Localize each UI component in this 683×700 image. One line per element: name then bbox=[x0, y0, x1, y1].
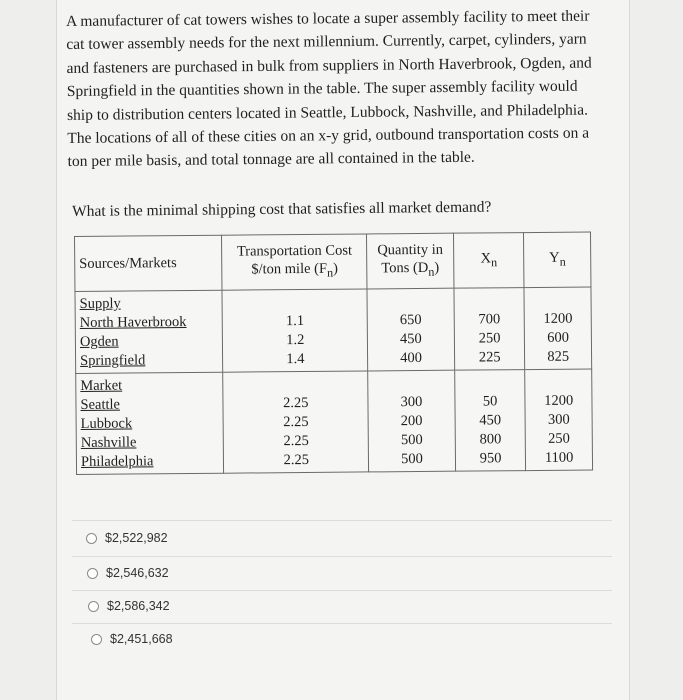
supply-qty-cell: 650 450 400 bbox=[367, 288, 454, 371]
divider bbox=[72, 520, 612, 521]
question-line: ton per mile basis, and total tonnage are all contained in the table. bbox=[67, 149, 475, 171]
question-line: The locations of all of these cities on an x-y grid, outbound transportation costs on a bbox=[67, 124, 590, 148]
market-name: Nashville bbox=[80, 434, 137, 451]
source-name: Springfield bbox=[80, 352, 146, 369]
answer-option-2[interactable] bbox=[87, 559, 169, 587]
supply-names-cell bbox=[75, 290, 223, 373]
question-line: ship to distribution centers located in Seattle, Lubbock, Nashville, and Philadelphia. bbox=[67, 101, 589, 124]
header-transport-cost: Transportation Cost $/ton mile $(F_n)$ bbox=[222, 234, 367, 290]
answer-option-1[interactable] bbox=[86, 524, 168, 552]
market-name: Lubbock bbox=[80, 415, 133, 432]
table-row-supply bbox=[75, 287, 592, 373]
market-x-cell: 50 450 800 950 bbox=[455, 370, 526, 472]
question-line: A manufacturer of cat towers wishes to locate a super assembly facility to meet their bbox=[66, 7, 590, 30]
market-label: Market bbox=[80, 377, 123, 394]
market-cost-cell: 2.25 2.25 2.25 2.25 bbox=[223, 371, 369, 473]
data-table bbox=[74, 231, 593, 475]
table-header-row bbox=[75, 232, 591, 292]
option-label: $2,451,668 bbox=[110, 632, 173, 646]
market-name: Seattle bbox=[80, 396, 121, 413]
answer-option-4[interactable] bbox=[91, 625, 173, 653]
header-sources: Sources/Markets bbox=[75, 235, 223, 291]
supply-y-cell: 1200 600 825 bbox=[524, 287, 591, 370]
radio-icon[interactable] bbox=[86, 533, 97, 544]
option-label: $2,546,632 bbox=[106, 566, 169, 580]
source-name: North Haverbrook bbox=[79, 314, 187, 331]
supply-x-cell: 700 250 225 bbox=[454, 288, 525, 371]
header-y: $Y_n$ bbox=[524, 232, 591, 288]
table-row-market bbox=[76, 369, 593, 474]
question-text bbox=[66, 4, 608, 173]
option-label: $2,522,982 bbox=[105, 531, 168, 545]
source-name: Ogden bbox=[79, 333, 119, 350]
question-line: cat tower assembly needs for the next millennium. Currently, carpet, cylinders, yarn bbox=[66, 30, 587, 54]
question-line: Springfield in the quantities shown in the table. The super assembly facility would bbox=[66, 77, 578, 101]
divider bbox=[72, 590, 612, 591]
radio-icon[interactable] bbox=[91, 634, 102, 645]
divider bbox=[72, 556, 612, 557]
option-label: $2,586,342 bbox=[107, 599, 170, 613]
market-name: Philadelphia bbox=[80, 453, 154, 470]
header-x: $X_n$ bbox=[453, 233, 524, 289]
question-prompt: What is the minimal shipping cost that satisfies all market demand? bbox=[72, 198, 492, 220]
divider bbox=[72, 623, 612, 624]
supply-cost-cell: 1.1 1.2 1.4 bbox=[222, 289, 367, 372]
answer-option-3[interactable] bbox=[88, 592, 170, 620]
radio-icon[interactable] bbox=[87, 568, 98, 579]
market-qty-cell: 300 200 500 500 bbox=[368, 370, 456, 472]
supply-label: Supply bbox=[79, 295, 121, 312]
header-quantity: Quantity in Tons $(D_n)$ bbox=[367, 233, 454, 289]
question-line: and fasteners are purchased in bulk from suppliers in North Haverbrook, Ogden, and bbox=[66, 54, 592, 77]
market-names-cell bbox=[76, 372, 224, 474]
market-y-cell: 1200 300 250 1100 bbox=[525, 369, 592, 471]
radio-icon[interactable] bbox=[88, 601, 99, 612]
